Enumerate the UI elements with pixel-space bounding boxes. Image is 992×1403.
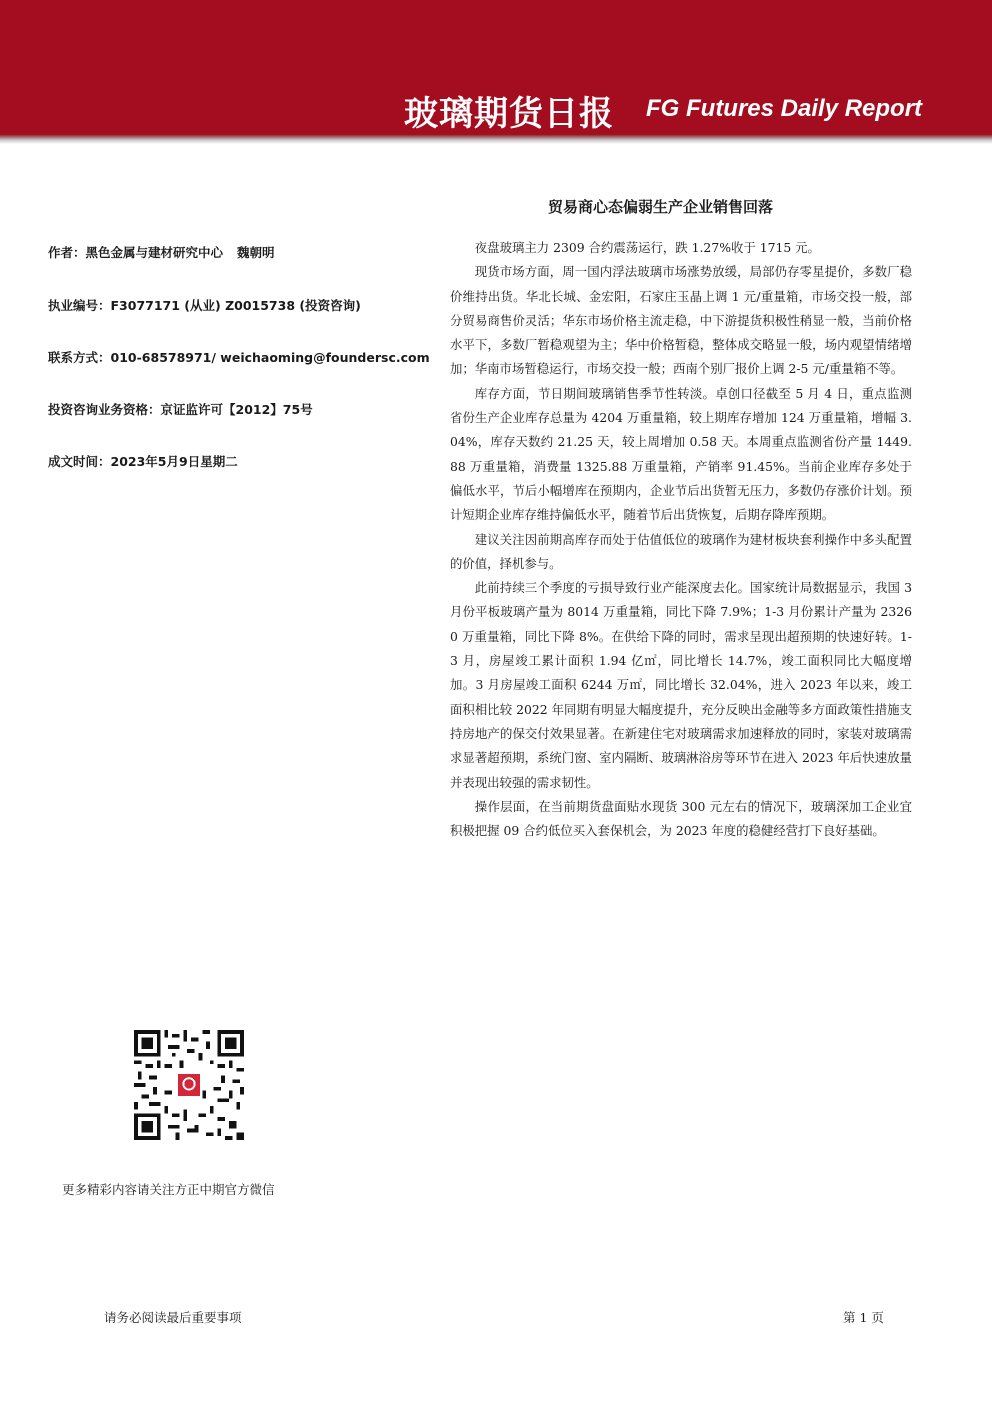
paragraph: 现货市场方面，周一国内浮法玻璃市场涨势放缓，局部仍存零星提价，多数厂稳价维持出货。华北长城、金宏阳，石家庄玉晶上调 1 元/重量箱，市场交投一般，部分贸易商售价灵活；华东市场价格主流走稳，中下游提货积极性稍显一般，当前价格水平下，多数厂暂稳观望为主；华中价格暂稳，整体成交略显一般，场内观望情绪增加；华南市场暂稳运行，市场交投一般；西南个别厂报价上调 2-5 元/重量箱不等。	[450, 264, 912, 377]
paragraph: 建议关注因前期高库存而处于估值低位的玻璃作为建材板块套利操作中多头配置的价值，择机参与。	[450, 531, 912, 571]
license-label: 执业编号：	[48, 298, 111, 313]
paragraph: 夜盘玻璃主力 2309 合约震荡运行，跌 1.27%收于 1715 元。	[474, 240, 820, 255]
qualification-value: 京证监许可【2012】75号	[160, 402, 313, 417]
qualification-label: 投资咨询业务资格：	[48, 402, 161, 417]
license-value: F3077171 (从业) Z0015738 (投资咨询)	[110, 298, 361, 313]
header-shadow	[0, 134, 992, 144]
report-title-cn: 玻璃期货日报	[404, 94, 614, 134]
footer-notice: 请务必阅读最后重要事项	[104, 1310, 242, 1325]
contact-row	[48, 348, 430, 366]
author-name: 魏朝明	[237, 245, 275, 260]
date-value: 2023年5月9日星期二	[110, 454, 238, 469]
paragraph: 此前持续三个季度的亏损导致行业产能深度去化。国家统计局数据显示，我国 3 月份平板玻璃产量为 8014 万重量箱，同比下降 7.9%；1-3 月份累计产量为 23260 万重量箱，同比下降 8%。在供给下降的同时，需求呈现出超预期的快速好转。1-3 月，房屋竣工累计面积 1.94 亿㎡，同比增长 14.7%，竣工面积同比大幅度增加。3 月房屋竣工面积 6244 万㎡，同比增长 32.04%，进入 2023 年以来，竣工面积相比较 2022 年同期有明显大幅度提升，充分反映出金融等多方面政策性措施支持房地产的保交付效果显著。在新建住宅对玻璃需求加速释放的同时，家装对玻璃需求显著超预期，系统门窗、室内隔断、玻璃淋浴房等环节在进入 2023 年后快速放量并表现出较强的需求韧性。	[450, 580, 912, 790]
author-label: 作者：	[48, 245, 86, 260]
author-row	[48, 243, 275, 261]
qualification-row	[48, 400, 313, 418]
date-label: 成文时间：	[48, 454, 111, 469]
page-number: 第 1 页	[843, 1310, 884, 1325]
license-row	[48, 296, 361, 314]
article-body	[450, 236, 912, 843]
report-title-en: FG Futures Daily Report	[646, 95, 923, 122]
article-title: 贸易商心态偏弱生产企业销售回落	[548, 198, 774, 216]
author-org: 黑色金属与建材研究中心	[85, 245, 224, 260]
contact-value[interactable]: 010-68578971/ weichaoming@foundersc.com	[110, 350, 430, 365]
wechat-qr-code[interactable]	[134, 1030, 244, 1140]
contact-label: 联系方式：	[48, 350, 111, 365]
date-row	[48, 452, 238, 470]
qr-caption: 更多精彩内容请关注方正中期官方微信	[62, 1182, 275, 1197]
paragraph: 库存方面，节日期间玻璃销售季节性转淡。卓创口径截至 5 月 4 日，重点监测省份生产企业库存总量为 4204 万重量箱，较上期库存增加 124 万重量箱，增幅 3.04%，库存天数约 21.25 天，较上周增加 0.58 天。本周重点监测省份产量 1449.88 万重量箱，消费量 1325.88 万重量箱，产销率 91.45%。当前企业库存多处于偏低水平，节后小幅增库在预期内，企业节后出货暂无压力，多数仍存涨价计划。预计短期企业库存维持偏低水平，随着节后出货恢复，后期存降库预期。	[450, 385, 912, 523]
paragraph: 操作层面，在当前期货盘面贴水现货 300 元左右的情况下，玻璃深加工企业宜积极把握 09 合约低位买入套保机会，为 2023 年度的稳健经营打下良好基础。	[450, 798, 912, 839]
